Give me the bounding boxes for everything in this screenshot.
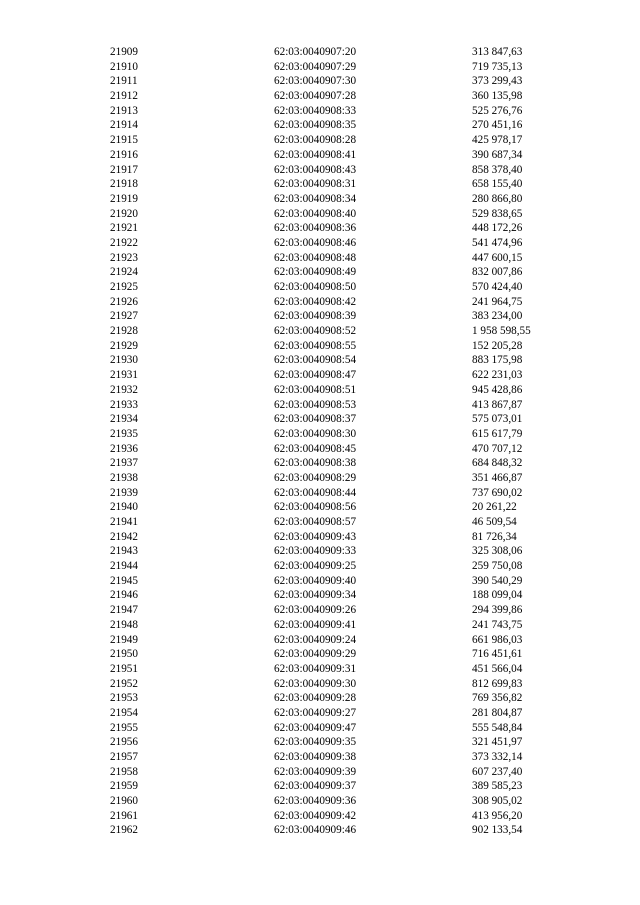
table-row — [0, 559, 640, 574]
cadastral-number-cell: 62:03:0040909:40 — [274, 574, 357, 587]
table-row — [0, 779, 640, 794]
value-cell: 684 848,32 — [472, 457, 523, 470]
row-number-cell: 21918 — [110, 178, 138, 191]
row-number-cell: 21939 — [110, 486, 138, 499]
value-cell: 188 099,04 — [472, 589, 523, 602]
table-row — [0, 456, 640, 471]
row-number-cell: 21923 — [110, 251, 138, 264]
cadastral-number-cell: 62:03:0040909:26 — [274, 604, 357, 617]
value-cell: 360 135,98 — [472, 90, 523, 103]
row-number-cell: 21958 — [110, 765, 138, 778]
value-cell: 270 451,16 — [472, 119, 523, 132]
row-number-cell: 21961 — [110, 809, 138, 822]
table-row — [0, 221, 640, 236]
row-number-cell: 21943 — [110, 545, 138, 558]
row-number-cell: 21921 — [110, 222, 138, 235]
cadastral-number-cell: 62:03:0040908:31 — [274, 178, 357, 191]
row-number-cell: 21934 — [110, 413, 138, 426]
row-number-cell: 21957 — [110, 751, 138, 763]
cadastral-number-cell: 62:03:0040908:41 — [274, 148, 357, 161]
row-number-cell: 21928 — [110, 325, 138, 338]
cadastral-number-cell: 62:03:0040908:33 — [274, 104, 357, 117]
row-number-cell: 21937 — [110, 457, 138, 470]
table-row — [0, 530, 640, 545]
value-cell: 832 007,86 — [472, 266, 523, 279]
value-cell: 661 986,03 — [472, 633, 523, 646]
value-cell: 152 205,28 — [472, 339, 523, 352]
row-number-cell: 21941 — [110, 516, 138, 528]
cadastral-number-cell: 62:03:0040908:47 — [274, 369, 357, 382]
cadastral-number-cell: 62:03:0040908:52 — [274, 325, 357, 338]
cadastral-number-cell: 62:03:0040908:28 — [274, 134, 357, 147]
table-row — [0, 427, 640, 442]
cadastral-number-cell: 62:03:0040908:48 — [274, 251, 357, 264]
value-cell: 529 838,65 — [472, 207, 523, 220]
cadastral-number-cell: 62:03:0040908:40 — [274, 207, 357, 220]
row-number-cell: 21946 — [110, 589, 138, 602]
table-row — [0, 163, 640, 178]
row-number-cell: 21931 — [110, 369, 138, 382]
value-cell: 448 172,26 — [472, 222, 523, 235]
table-row — [0, 647, 640, 662]
value-cell: 294 399,86 — [472, 604, 523, 617]
value-cell: 607 237,40 — [472, 765, 523, 778]
cadastral-number-cell: 62:03:0040907:28 — [274, 90, 357, 103]
value-cell: 555 548,84 — [472, 721, 523, 734]
value-cell: 20 261,22 — [472, 501, 517, 514]
table-row — [0, 544, 640, 559]
table-row — [0, 133, 640, 148]
cadastral-number-cell: 62:03:0040909:41 — [274, 618, 357, 631]
value-cell: 525 276,76 — [472, 104, 523, 117]
value-cell: 716 451,61 — [472, 648, 523, 661]
table-row — [0, 353, 640, 368]
cadastral-number-cell: 62:03:0040908:35 — [274, 119, 357, 132]
row-number-cell: 21911 — [110, 75, 138, 88]
row-number-cell: 21926 — [110, 295, 138, 308]
cadastral-number-cell: 62:03:0040908:38 — [274, 457, 357, 470]
row-number-cell: 21919 — [110, 192, 138, 205]
table-row — [0, 383, 640, 398]
table-row — [0, 309, 640, 324]
table-row — [0, 89, 640, 104]
row-number-cell: 21929 — [110, 339, 138, 352]
row-number-cell: 21953 — [110, 692, 138, 705]
row-number-cell: 21952 — [110, 677, 138, 690]
table-row — [0, 265, 640, 280]
value-cell: 812 699,83 — [472, 677, 523, 690]
row-number-cell: 21942 — [110, 530, 138, 543]
value-cell: 447 600,15 — [472, 251, 523, 264]
table-row — [0, 192, 640, 207]
cadastral-number-cell: 62:03:0040909:43 — [274, 530, 357, 543]
cadastral-number-cell: 62:03:0040909:46 — [274, 824, 357, 837]
value-cell: 325 308,06 — [472, 545, 523, 558]
value-cell: 390 687,34 — [472, 148, 523, 161]
cadastral-number-cell: 62:03:0040908:29 — [274, 471, 357, 484]
table-row — [0, 515, 640, 530]
table-row — [0, 412, 640, 427]
row-number-cell: 21947 — [110, 604, 138, 617]
table-row — [0, 368, 640, 383]
cadastral-number-cell: 62:03:0040907:20 — [274, 46, 357, 58]
table-row — [0, 148, 640, 163]
row-number-cell: 21910 — [110, 60, 138, 73]
value-cell: 470 707,12 — [472, 442, 523, 455]
cadastral-number-cell: 62:03:0040908:51 — [274, 383, 357, 396]
value-cell: 241 964,75 — [472, 295, 523, 308]
row-number-cell: 21955 — [110, 721, 138, 734]
cadastral-number-cell: 62:03:0040909:35 — [274, 736, 357, 749]
value-cell: 737 690,02 — [472, 486, 523, 499]
value-cell: 383 234,00 — [472, 310, 523, 323]
cadastral-number-cell: 62:03:0040909:29 — [274, 648, 357, 661]
table-row — [0, 339, 640, 354]
table-row — [0, 706, 640, 721]
table-row — [0, 633, 640, 648]
table-row — [0, 500, 640, 515]
cadastral-number-cell: 62:03:0040908:42 — [274, 295, 357, 308]
table-row — [0, 236, 640, 251]
table-row — [0, 104, 640, 119]
row-number-cell: 21950 — [110, 648, 138, 661]
cadastral-number-cell: 62:03:0040908:54 — [274, 354, 357, 367]
row-number-cell: 21951 — [110, 662, 138, 675]
table-row — [0, 794, 640, 809]
table-row — [0, 809, 640, 824]
value-cell: 945 428,86 — [472, 383, 523, 396]
value-cell: 425 978,17 — [472, 134, 523, 147]
value-cell: 570 424,40 — [472, 281, 523, 293]
value-cell: 1 958 598,55 — [472, 325, 531, 338]
table-row — [0, 486, 640, 501]
cadastral-number-cell: 62:03:0040909:31 — [274, 662, 357, 675]
cadastral-number-cell: 62:03:0040908:30 — [274, 427, 357, 440]
table-row — [0, 398, 640, 413]
value-cell: 390 540,29 — [472, 574, 523, 587]
row-number-cell: 21916 — [110, 148, 138, 161]
row-number-cell: 21917 — [110, 163, 138, 176]
row-number-cell: 21938 — [110, 471, 138, 484]
table-row — [0, 207, 640, 222]
row-number-cell: 21920 — [110, 207, 138, 220]
row-number-cell: 21945 — [110, 574, 138, 587]
row-number-cell: 21954 — [110, 706, 138, 719]
table-row — [0, 45, 640, 60]
value-cell: 719 735,13 — [472, 60, 523, 73]
value-cell: 413 956,20 — [472, 809, 523, 822]
cadastral-number-cell: 62:03:0040909:36 — [274, 795, 357, 808]
value-cell: 308 905,02 — [472, 795, 523, 808]
cadastral-number-cell: 62:03:0040909:39 — [274, 765, 357, 778]
value-cell: 658 155,40 — [472, 178, 523, 191]
value-cell: 259 750,08 — [472, 560, 523, 573]
value-cell: 769 356,82 — [472, 692, 523, 705]
cadastral-number-cell: 62:03:0040908:36 — [274, 222, 357, 235]
cadastral-number-cell: 62:03:0040908:44 — [274, 486, 357, 499]
cadastral-number-cell: 62:03:0040909:34 — [274, 589, 357, 602]
cadastral-number-cell: 62:03:0040908:46 — [274, 236, 357, 249]
row-number-cell: 21924 — [110, 266, 138, 279]
value-cell: 615 617,79 — [472, 427, 523, 440]
value-cell: 541 474,96 — [472, 236, 523, 249]
cadastral-number-cell: 62:03:0040909:30 — [274, 677, 357, 690]
cadastral-number-cell: 62:03:0040909:33 — [274, 545, 357, 558]
table-row — [0, 765, 640, 780]
cadastral-number-cell: 62:03:0040908:34 — [274, 192, 357, 205]
table-row — [0, 280, 640, 295]
row-number-cell: 21962 — [110, 824, 138, 837]
table-row — [0, 471, 640, 486]
cadastral-number-cell: 62:03:0040908:53 — [274, 398, 357, 411]
cadastral-number-cell: 62:03:0040909:42 — [274, 809, 357, 822]
table-row — [0, 574, 640, 589]
table-row — [0, 177, 640, 192]
row-number-cell: 21912 — [110, 90, 138, 103]
table-row — [0, 750, 640, 765]
value-cell: 81 726,34 — [472, 530, 517, 543]
cadastral-number-cell: 62:03:0040909:47 — [274, 721, 357, 734]
value-cell: 313 847,63 — [472, 46, 523, 58]
cadastral-number-cell: 62:03:0040909:24 — [274, 633, 357, 646]
row-number-cell: 21930 — [110, 354, 138, 367]
cadastral-number-cell: 62:03:0040908:49 — [274, 266, 357, 279]
row-number-cell: 21940 — [110, 501, 138, 514]
row-number-cell: 21922 — [110, 236, 138, 249]
table-row — [0, 691, 640, 706]
row-number-cell: 21925 — [110, 281, 138, 293]
row-number-cell: 21944 — [110, 560, 138, 573]
cadastral-number-cell: 62:03:0040908:56 — [274, 501, 357, 514]
row-number-cell: 21909 — [110, 46, 138, 58]
value-cell: 281 804,87 — [472, 706, 523, 719]
table-row — [0, 295, 640, 310]
row-number-cell: 21936 — [110, 442, 138, 455]
row-number-cell: 21932 — [110, 383, 138, 396]
cadastral-number-cell: 62:03:0040908:43 — [274, 163, 357, 176]
table-row — [0, 324, 640, 339]
row-number-cell: 21933 — [110, 398, 138, 411]
value-cell: 241 743,75 — [472, 618, 523, 631]
cadastral-number-cell: 62:03:0040908:55 — [274, 339, 357, 352]
cadastral-number-cell: 62:03:0040907:29 — [274, 60, 357, 73]
row-number-cell: 21948 — [110, 618, 138, 631]
table-row — [0, 662, 640, 677]
value-cell: 389 585,23 — [472, 780, 523, 793]
cadastral-number-cell: 62:03:0040908:57 — [274, 516, 357, 528]
cadastral-number-cell: 62:03:0040907:30 — [274, 75, 357, 88]
table-row — [0, 74, 640, 89]
cadastral-number-cell: 62:03:0040909:27 — [274, 706, 357, 719]
table-row — [0, 618, 640, 633]
table-row — [0, 735, 640, 750]
value-cell: 351 466,87 — [472, 471, 523, 484]
row-number-cell: 21915 — [110, 134, 138, 147]
table-row — [0, 603, 640, 618]
row-number-cell: 21956 — [110, 736, 138, 749]
cadastral-number-cell: 62:03:0040908:37 — [274, 413, 357, 426]
row-number-cell: 21913 — [110, 104, 138, 117]
cadastral-number-cell: 62:03:0040909:37 — [274, 780, 357, 793]
row-number-cell: 21927 — [110, 310, 138, 323]
table-row — [0, 677, 640, 692]
value-cell: 858 378,40 — [472, 163, 523, 176]
value-cell: 413 867,87 — [472, 398, 523, 411]
table-row — [0, 60, 640, 75]
value-cell: 622 231,03 — [472, 369, 523, 382]
data-table — [0, 45, 640, 838]
row-number-cell: 21935 — [110, 427, 138, 440]
value-cell: 451 566,04 — [472, 662, 523, 675]
row-number-cell: 21949 — [110, 633, 138, 646]
value-cell: 373 332,14 — [472, 751, 523, 763]
table-row — [0, 251, 640, 266]
table-row — [0, 118, 640, 133]
row-number-cell: 21959 — [110, 780, 138, 793]
value-cell: 883 175,98 — [472, 354, 523, 367]
cadastral-number-cell: 62:03:0040908:45 — [274, 442, 357, 455]
table-row — [0, 823, 640, 838]
cadastral-number-cell: 62:03:0040909:28 — [274, 692, 357, 705]
value-cell: 902 133,54 — [472, 824, 523, 837]
table-row — [0, 442, 640, 457]
table-row — [0, 721, 640, 736]
row-number-cell: 21960 — [110, 795, 138, 808]
value-cell: 575 073,01 — [472, 413, 523, 426]
table-row — [0, 588, 640, 603]
cadastral-number-cell: 62:03:0040908:50 — [274, 281, 357, 293]
cadastral-number-cell: 62:03:0040909:25 — [274, 560, 357, 573]
cadastral-number-cell: 62:03:0040908:39 — [274, 310, 357, 323]
value-cell: 46 509,54 — [472, 516, 517, 528]
cadastral-number-cell: 62:03:0040909:38 — [274, 751, 357, 763]
value-cell: 280 866,80 — [472, 192, 523, 205]
value-cell: 321 451,97 — [472, 736, 523, 749]
row-number-cell: 21914 — [110, 119, 138, 132]
value-cell: 373 299,43 — [472, 75, 523, 88]
